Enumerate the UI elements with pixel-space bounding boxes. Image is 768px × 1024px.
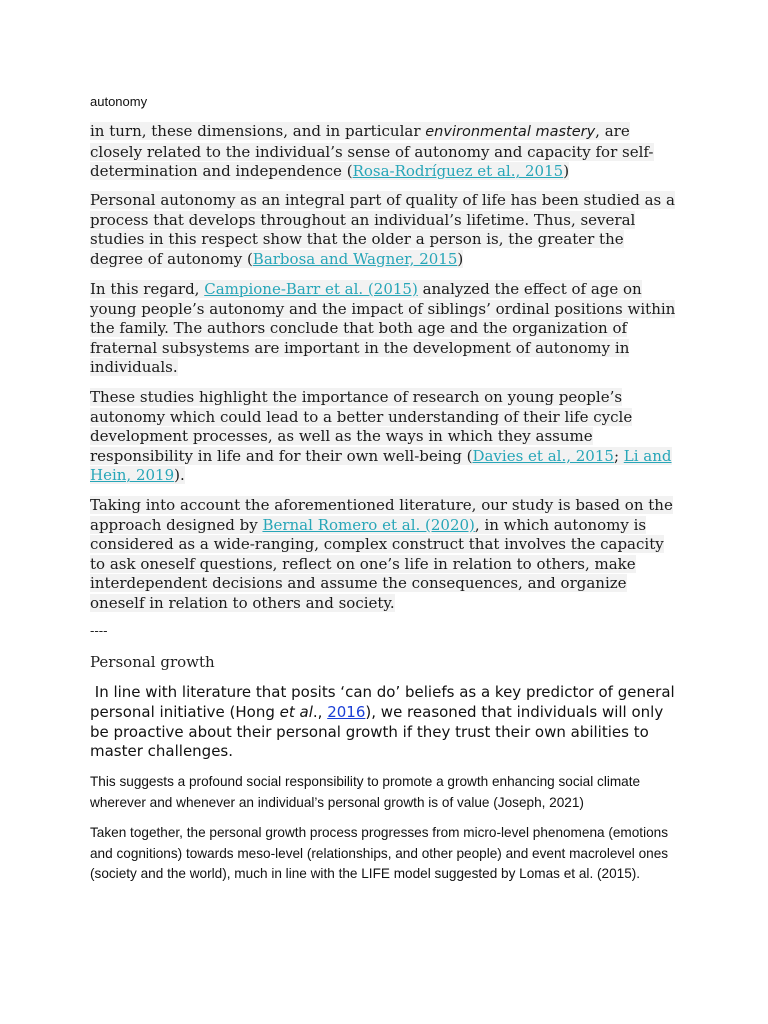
citation-link[interactable]: Bernal Romero et al. (2020) [262,515,475,534]
paragraph-text [90,122,654,180]
paragraph-autonomy-2 [90,191,680,269]
paragraph-text [90,496,673,612]
text-run: , are closely related to the individual’s sense of autonomy and capacity for self-determination and independence ( [90,122,654,181]
text-run: in turn, these dimensions, and in particular [90,122,426,140]
separator-dashes: ---- [90,624,108,639]
text-run: Taking into account the aforementioned literature, our study is based on the approach designed by [90,496,673,534]
paragraph-autonomy-1 [90,122,680,182]
section-title-personal-growth: Personal growth [90,653,215,671]
text-run: Personal autonomy as an integral part of quality of life has been studied as a process that develops throughout an individual’s lifetime. Thus, several studies in this respect show that the older a person is, the greater the degree of autonomy ( [90,191,675,268]
text-run: ) [457,249,464,268]
paragraph-personal-growth-3: Taken together, the personal growth process progresses from micro-level phenomena (emotions and cognitions) towards meso-level (relationships, and other people) and event macrolevel ones (society and the world), much in line with the LIFE model suggested by Lomas et al. (2015). [90,825,669,881]
text-run: In this regard, [90,280,205,298]
citation-link[interactable]: Barbosa and Wagner, 2015 [252,249,458,268]
citation-link[interactable]: Campione-Barr et al. (2015) [204,280,418,298]
text-run: These studies highlight the importance of research on young people’s autonomy which could lead to a better understanding of their life cycle development processes, as well as the ways in which they assume responsibility in life and for their own well-being ( [90,388,633,465]
text-run: ), we reasoned that individuals will only be proactive about their personal growth if they trust their own abilities to master challenges. [90,702,664,761]
paragraph-personal-growth-2: This suggests a profound social responsibility to promote a growth enhancing social climate wherever and whenever an individual’s personal growth is of value (Joseph, 2021) [90,774,641,810]
text-run: analyzed the effect of age on young people’s autonomy and the impact of siblings’ ordinal positions within the family. The authors conclude that both age and the organization of fraternal subsystems are important in the development of autonomy in individuals. [90,280,676,377]
paragraph-personal-growth-1 [90,683,682,762]
text-run: ; [613,446,624,465]
text-run: , in which autonomy is considered as a wide-ranging, complex construct that involves the capacity to ask oneself questions, reflect on one’s life in relation to others, make interdependent decisions and assume the consequences, and organize oneself in relation to others and society. [90,515,664,612]
section-heading-autonomy: autonomy [90,94,148,109]
text-run: ., [312,702,328,721]
text-run: In line with literature that posits ‘can do’ beliefs as a key predictor of general personal initiative (Hong [90,683,675,721]
text-run: ) [563,162,570,181]
paragraph-text [90,280,675,376]
emphasis-text: et al [279,702,313,721]
paragraph-text [90,191,675,268]
citation-link[interactable]: Rosa-Rodríguez et al., 2015 [352,162,564,181]
emphasis-text: environmental mastery [425,124,596,140]
reference-link[interactable]: 2016 [327,702,366,721]
paragraph-autonomy-5 [90,496,680,614]
citation-link[interactable]: Davies et al., 2015 [472,446,614,465]
paragraph-text [90,388,672,484]
text-run: ). [174,466,185,485]
citation-link[interactable]: Li and Hein, 2019 [90,446,672,485]
paragraph-autonomy-3 [90,280,680,378]
paragraph-autonomy-4 [90,388,680,486]
